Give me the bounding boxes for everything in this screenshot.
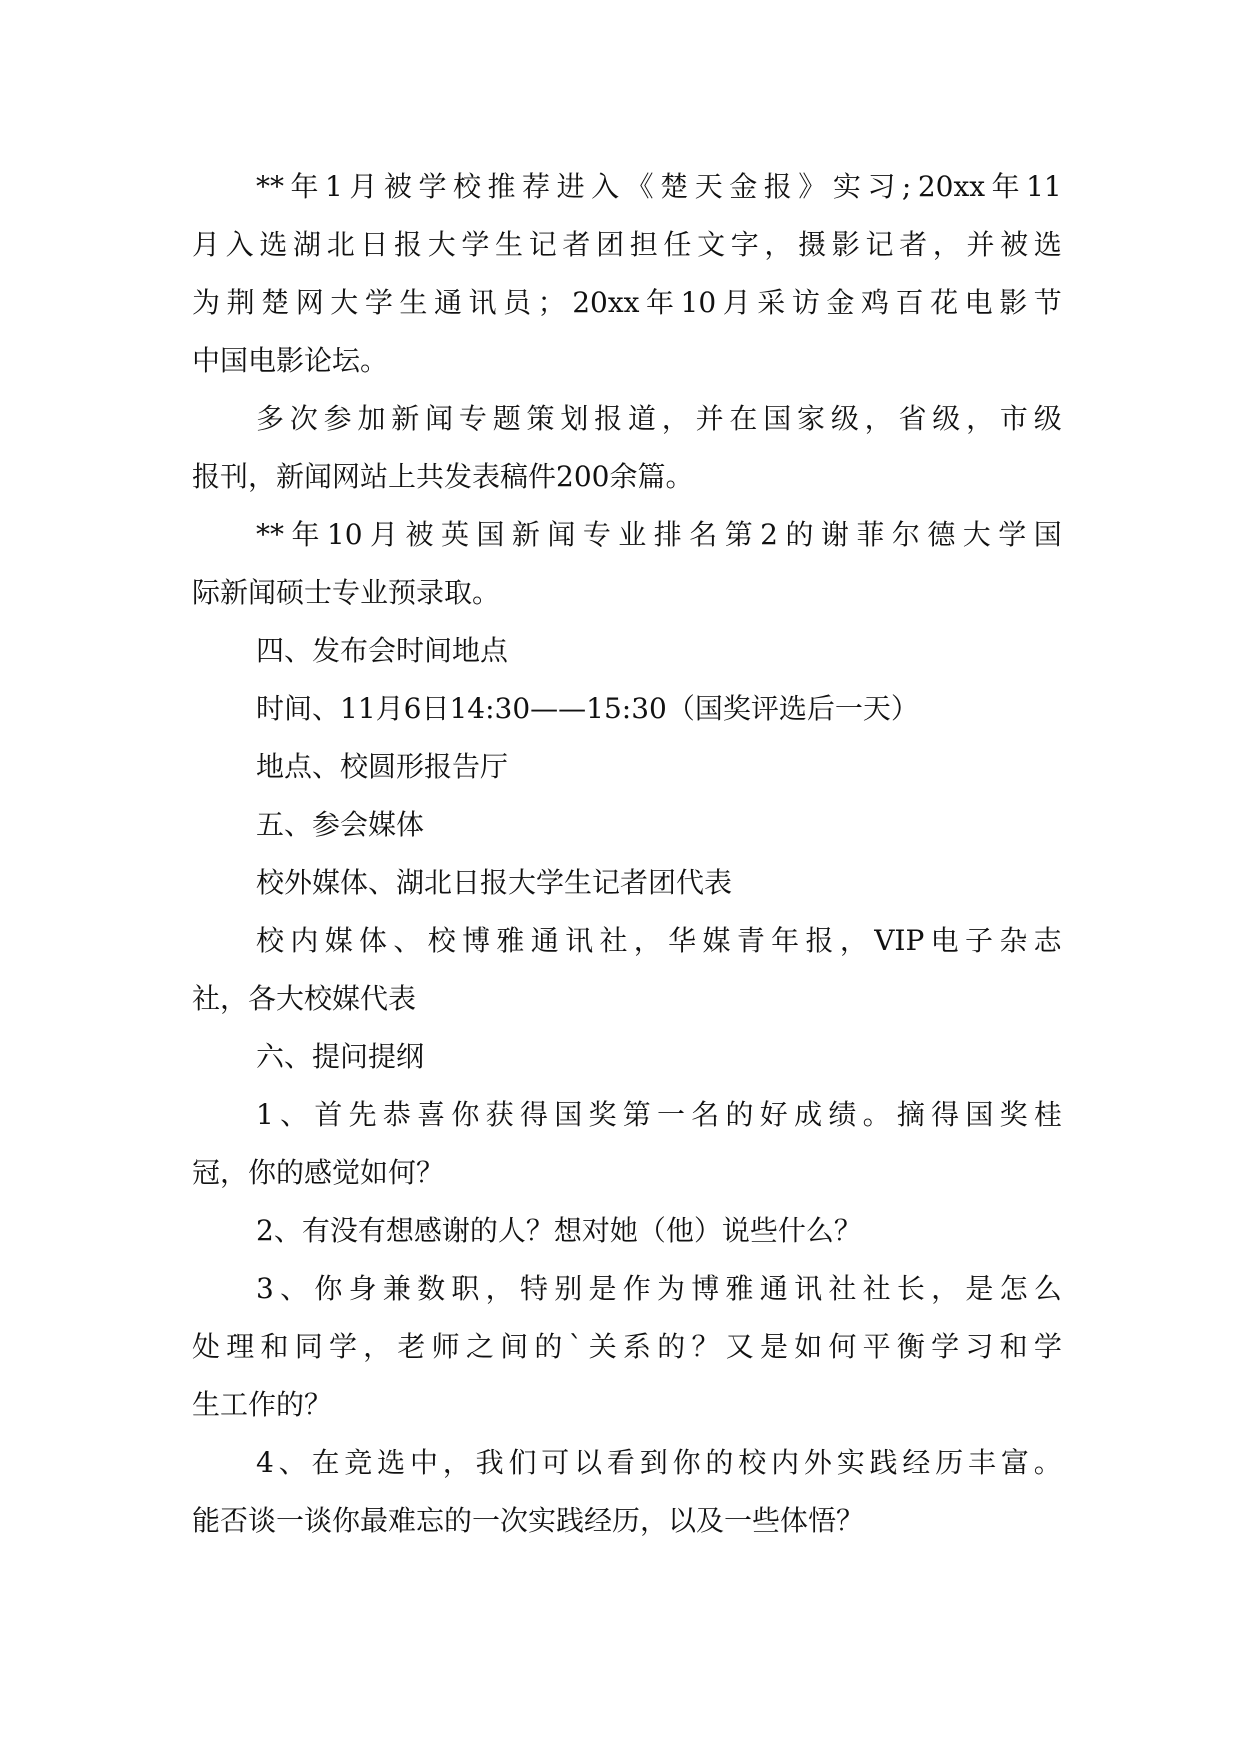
text-line: 多 次 参 加 新 闻 专 题 策 划 报 道 ， 并 在 国 家 级 ， 省 级 ， 市 级 <box>256 402 1062 435</box>
text-line: 中国电影论坛。 <box>192 344 389 377</box>
text-line: 2、有没有想感谢的人？想对她（他）说些什么？ <box>256 1214 862 1247</box>
text-line: ** 年 1 月 被 学 校 推 荐 进 入 《 楚 天 金 报 》 实 习 ; 20xx 年 11 <box>256 170 1062 203</box>
text-line: 3 、 你 身 兼 数 职 ， 特 别 是 作 为 博 雅 通 讯 社 社 长 ， 是 怎 么 <box>256 1272 1062 1305</box>
text-line: 地点、校圆形报告厅 <box>256 750 509 783</box>
text-line: 4 、 在 竞 选 中 ， 我 们 可 以 看 到 你 的 校 内 外 实 践 经 历 丰 富 。 <box>256 1446 1062 1479</box>
document-body <box>192 158 1062 1550</box>
text-line: 为 荆 楚 网 大 学 生 通 讯 员 ； 20xx 年 10 月 采 访 金 鸡 百 花 电 影 节 <box>192 286 1062 319</box>
text-line: 1 、 首 先 恭 喜 你 获 得 国 奖 第 一 名 的 好 成 绩 。 摘 得 国 奖 桂 <box>256 1098 1062 1131</box>
text-line: 生工作的？ <box>192 1388 333 1421</box>
text-line: 校外媒体、湖北日报大学生记者团代表 <box>256 866 733 899</box>
text-line: 能否谈一谈你最难忘的一次实践经历，以及一些体悟？ <box>192 1504 865 1537</box>
text-line: 月 入 选 湖 北 日 报 大 学 生 记 者 团 担 任 文 字 ， 摄 影 记 者 ， 并 被 选 <box>192 228 1062 261</box>
text-line: 四、发布会时间地点 <box>256 634 509 667</box>
text-line: 校 内 媒 体 、 校 博 雅 通 讯 社 ， 华 媒 青 年 报 ， VIP 电 子 杂 志 <box>256 924 1062 957</box>
text-line: 五、参会媒体 <box>256 808 425 841</box>
text-line: ** 年 10 月 被 英 国 新 闻 专 业 排 名 第 2 的 谢 菲 尔 德 大 学 国 <box>256 518 1062 551</box>
text-line: 际新闻硕士专业预录取。 <box>192 576 501 609</box>
text-line: 时间、11月6日14:30——15:30（国奖评选后一天） <box>256 692 919 725</box>
text-line: 六、提问提纲 <box>256 1040 425 1073</box>
text-line: 报刊，新闻网站上共发表稿件200余篇。 <box>192 460 694 493</box>
text-line: 处 理 和 同 学 ， 老 师 之 间 的 ` 关 系 的 ？ 又 是 如 何 平 衡 学 习 和 学 <box>192 1330 1062 1363</box>
text-line: 冠，你的感觉如何？ <box>192 1156 445 1189</box>
text-line: 社，各大校媒代表 <box>192 982 417 1015</box>
